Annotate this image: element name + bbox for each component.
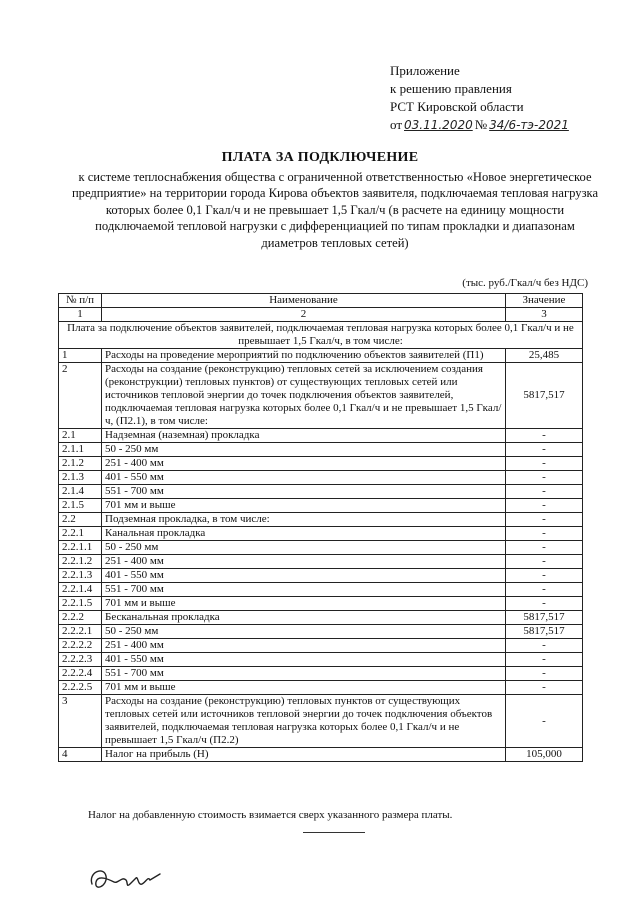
row-name: Подземная прокладка, в том числе: — [102, 513, 506, 527]
appendix-date-line — [390, 116, 571, 134]
row-value: 25,485 — [506, 349, 583, 363]
appendix-line-3: РСТ Кировской области — [390, 99, 524, 114]
row-name: 401 - 550 мм — [102, 569, 506, 583]
header-name-index: 2 — [102, 308, 506, 322]
row-name: 551 - 700 мм — [102, 485, 506, 499]
row-number: 2.2.1 — [59, 527, 102, 541]
row-number: 2.2.1.1 — [59, 541, 102, 555]
appendix-block — [390, 62, 571, 134]
header-value-index: 3 — [506, 308, 583, 322]
row-name: 50 - 250 мм — [102, 443, 506, 457]
row-value: - — [506, 583, 583, 597]
row-value: - — [506, 443, 583, 457]
row-name: Расходы на создание (реконструкцию) тепловых пунктов от существующих тепловых сетей или источников тепловой энергии до точек подключения объектов заявителей, подключаемая тепловая нагрузка которых более 0,1 Гкал/ч и не превышает 1,5 Гкал/ч (П2.2) — [102, 695, 506, 748]
table-row — [59, 569, 583, 583]
row-name: 50 - 250 мм — [102, 625, 506, 639]
row-name: 251 - 400 мм — [102, 457, 506, 471]
table-row — [59, 611, 583, 625]
row-value: - — [506, 695, 583, 748]
row-value: - — [506, 667, 583, 681]
row-number: 2.2.2.4 — [59, 667, 102, 681]
row-number: 1 — [59, 349, 102, 363]
header-row — [59, 294, 583, 308]
row-value: - — [506, 639, 583, 653]
row-name: Налог на прибыль (Н) — [102, 748, 506, 762]
row-value: - — [506, 513, 583, 527]
row-value: - — [506, 485, 583, 499]
table-row — [59, 681, 583, 695]
row-number: 2.2.2.1 — [59, 625, 102, 639]
table-row — [59, 667, 583, 681]
row-name: 251 - 400 мм — [102, 639, 506, 653]
row-value: - — [506, 555, 583, 569]
table-row — [59, 625, 583, 639]
appendix-line-1: Приложение — [390, 63, 460, 78]
row-value: - — [506, 457, 583, 471]
section-title: Плата за подключение объектов заявителей, подключаемая тепловая нагрузка которых более 0,1 Гкал/ч и не превышает 1,5 Гкал/ч, в том числе: — [59, 322, 583, 349]
row-value: 105,000 — [506, 748, 583, 762]
row-number: 2.2.1.3 — [59, 569, 102, 583]
row-value: 5817,517 — [506, 363, 583, 429]
table-row — [59, 748, 583, 762]
units-note: (тыс. руб./Гкал/ч без НДС) — [462, 277, 588, 289]
decision-number: 34/6-тэ-2021 — [489, 118, 569, 132]
row-name: Канальная прокладка — [102, 527, 506, 541]
page-subtitle: к системе теплоснабжения общества с ограниченной ответственностью «Новое энергетическое предприятие» на территории города Кирова объектов заявителя, подключаемая тепловая нагрузка которых более 0,1 Гкал/ч и не превышает 1,5 Гкал/ч (в расчете на единицу мощности подключаемой тепловой нагрузки с дифференциацией по типам прокладки и диапазонам диаметров тепловых сетей) — [71, 170, 599, 250]
row-name: Надземная (наземная) прокладка — [102, 429, 506, 443]
table-row — [59, 349, 583, 363]
row-number: 2.1.5 — [59, 499, 102, 513]
row-number: 2.2.2.2 — [59, 639, 102, 653]
row-name: 401 - 550 мм — [102, 653, 506, 667]
table-row — [59, 513, 583, 527]
table-row — [59, 541, 583, 555]
row-name: 701 мм и выше — [102, 597, 506, 611]
row-value: - — [506, 499, 583, 513]
row-number: 2 — [59, 363, 102, 429]
row-name: 50 - 250 мм — [102, 541, 506, 555]
header-number-row — [59, 308, 583, 322]
row-number: 2.1.3 — [59, 471, 102, 485]
row-number: 4 — [59, 748, 102, 762]
row-value: - — [506, 429, 583, 443]
row-number: 2.1 — [59, 429, 102, 443]
row-value: - — [506, 681, 583, 695]
separator-line — [303, 832, 365, 833]
row-number: 2.2.1.5 — [59, 597, 102, 611]
row-name: 701 мм и выше — [102, 681, 506, 695]
decision-date: 03.11.2020 — [404, 118, 473, 132]
row-value: - — [506, 527, 583, 541]
row-number: 2.2.1.2 — [59, 555, 102, 569]
row-number: 2.2.2.3 — [59, 653, 102, 667]
appendix-line-2: к решению правления — [390, 81, 512, 96]
row-name: Расходы на создание (реконструкцию) тепловых сетей за исключением создания (реконструкции) тепловых пунктов) от существующих тепловых сетей или источников тепловой энергии до точек подключения объектов заявителей, подключаемая тепловая нагрузка которых более 0,1 Гкал/ч и не превышает 1,5 Гкал/ч, (П2.1), в том числе: — [102, 363, 506, 429]
row-name: 551 - 700 мм — [102, 583, 506, 597]
row-value: - — [506, 653, 583, 667]
row-value: 5817,517 — [506, 611, 583, 625]
row-number: 2.1.2 — [59, 457, 102, 471]
table-row — [59, 555, 583, 569]
row-number: 2.2.2.5 — [59, 681, 102, 695]
row-name: 551 - 700 мм — [102, 667, 506, 681]
row-number: 2.2 — [59, 513, 102, 527]
signature-mark — [86, 862, 166, 896]
table-row — [59, 471, 583, 485]
header-value: Значение — [506, 294, 583, 308]
row-value: - — [506, 541, 583, 555]
vat-footnote: Налог на добавленную стоимость взимается сверх указанного размера платы. — [88, 809, 453, 821]
row-name: 701 мм и выше — [102, 499, 506, 513]
page-title: ПЛАТА ЗА ПОДКЛЮЧЕНИЕ — [221, 150, 419, 165]
row-value: - — [506, 471, 583, 485]
row-value: - — [506, 569, 583, 583]
number-label: № — [474, 117, 488, 132]
row-number: 2.1.4 — [59, 485, 102, 499]
table-row — [59, 363, 583, 429]
row-value: - — [506, 597, 583, 611]
header-name: Наименование — [102, 294, 506, 308]
row-name: Расходы на проведение мероприятий по подключению объектов заявителей (П1) — [102, 349, 506, 363]
from-label: от — [390, 117, 403, 132]
row-name: 401 - 550 мм — [102, 471, 506, 485]
table-row — [59, 499, 583, 513]
table-row — [59, 597, 583, 611]
table-row — [59, 443, 583, 457]
fee-table — [58, 293, 583, 762]
row-name: Бесканальная прокладка — [102, 611, 506, 625]
row-number: 2.1.1 — [59, 443, 102, 457]
table-row — [59, 527, 583, 541]
row-name: 251 - 400 мм — [102, 555, 506, 569]
row-value: 5817,517 — [506, 625, 583, 639]
row-number: 2.2.1.4 — [59, 583, 102, 597]
table-row — [59, 639, 583, 653]
section-row — [59, 322, 583, 349]
table-row — [59, 583, 583, 597]
header-num: № п/п — [59, 294, 102, 308]
table-row — [59, 485, 583, 499]
header-num-index: 1 — [59, 308, 102, 322]
row-number: 2.2.2 — [59, 611, 102, 625]
row-number: 3 — [59, 695, 102, 748]
table-row — [59, 457, 583, 471]
table-row — [59, 695, 583, 748]
table-row — [59, 653, 583, 667]
table-row — [59, 429, 583, 443]
